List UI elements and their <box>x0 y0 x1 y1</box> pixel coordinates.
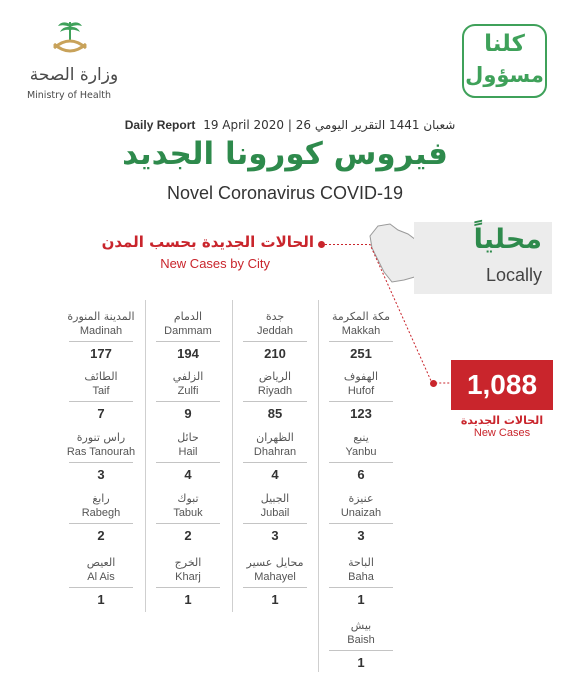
city-divider <box>329 401 393 402</box>
badge-line-2: مسؤول <box>465 63 544 87</box>
city-divider <box>156 341 220 342</box>
city-cell <box>232 492 318 543</box>
report-label-ar: التقرير اليومي <box>314 118 386 132</box>
city-name-ar: راس تنورة <box>76 431 126 444</box>
report-date-gregorian: 19 April 2020 <box>203 118 285 132</box>
city-cell <box>145 492 231 543</box>
city-divider <box>243 462 307 463</box>
city-name-en: Ras Tanourah <box>66 446 136 458</box>
city-case-count: 7 <box>97 406 105 421</box>
total-new-cases: 1,088 <box>451 360 553 410</box>
city-name-ar: الدمام <box>173 310 203 323</box>
city-cell <box>232 370 318 421</box>
city-cell <box>232 310 318 361</box>
city-case-count: 2 <box>97 528 105 543</box>
city-name-en: Riyadh <box>257 385 293 397</box>
city-case-count: 3 <box>97 467 105 482</box>
city-name-ar: بيش <box>350 619 372 632</box>
city-name-en: Taif <box>92 385 110 397</box>
city-name-ar: الظهران <box>256 431 294 444</box>
city-divider <box>243 401 307 402</box>
city-cell <box>232 556 318 607</box>
city-name-en: Madinah <box>79 325 123 337</box>
city-case-count: 3 <box>357 528 365 543</box>
city-cell <box>318 370 404 421</box>
page-title-ar: فيروس كورونا الجديد <box>122 136 448 172</box>
city-divider <box>69 587 133 588</box>
city-name-en: Mahayel <box>254 571 296 583</box>
total-label-en: New Cases <box>473 427 531 439</box>
badge-line-1: كلنا <box>484 31 525 57</box>
city-cell <box>58 431 144 482</box>
report-line: Daily Report 19 April 2020 | 26 شعبان 1441 التقرير اليومي <box>124 118 456 132</box>
city-divider <box>243 523 307 524</box>
city-cell <box>318 619 404 670</box>
city-cell <box>58 492 144 543</box>
city-case-count: 251 <box>350 346 372 361</box>
city-cell <box>318 492 404 543</box>
city-name-en: Zulfi <box>177 385 199 397</box>
city-divider <box>156 462 220 463</box>
city-cell <box>232 431 318 482</box>
city-name-ar: الطائف <box>84 370 118 383</box>
city-name-en: Dhahran <box>253 446 297 458</box>
city-name-en: Dammam <box>164 325 212 337</box>
city-cell <box>145 431 231 482</box>
city-case-count: 2 <box>184 528 192 543</box>
city-divider <box>69 523 133 524</box>
city-name-ar: الزلفي <box>172 370 204 383</box>
city-divider <box>329 523 393 524</box>
city-cell <box>58 556 144 607</box>
city-case-count: 210 <box>264 346 286 361</box>
city-case-count: 4 <box>271 467 279 482</box>
page-title-en: Novel Coronavirus COVID-19 <box>166 183 404 203</box>
city-cell <box>145 310 231 361</box>
city-cell <box>318 556 404 607</box>
city-case-count: 9 <box>184 406 192 421</box>
city-name-ar: العيص <box>86 556 116 569</box>
city-name-en: Hail <box>178 446 198 458</box>
city-name-ar: مكة المكرمة <box>331 310 391 323</box>
cities-heading-en: New Cases by City <box>160 256 270 271</box>
city-divider <box>156 587 220 588</box>
city-cell <box>318 310 404 361</box>
city-divider <box>243 341 307 342</box>
connector-dot <box>318 241 325 248</box>
ministry-emblem-icon <box>50 18 90 62</box>
city-name-en: Baha <box>348 571 374 583</box>
report-date-hijri: 26 شعبان 1441 <box>295 118 456 132</box>
city-case-count: 6 <box>357 467 365 482</box>
city-name-en: Yanbu <box>345 446 377 458</box>
city-case-count: 123 <box>350 406 372 421</box>
ministry-name-en: Ministry of Health <box>26 90 112 101</box>
city-name-en: Tabuk <box>173 507 203 519</box>
city-name-ar: حائل <box>177 431 199 444</box>
city-cell <box>58 370 144 421</box>
city-divider <box>329 650 393 651</box>
city-case-count: 1 <box>357 592 365 607</box>
city-cell <box>145 370 231 421</box>
city-divider <box>69 462 133 463</box>
city-name-en: Jeddah <box>256 325 294 337</box>
city-name-ar: الخرج <box>174 556 202 569</box>
city-name-ar: ينبع <box>353 431 369 444</box>
city-name-ar: المدينة المنورة <box>67 310 135 323</box>
city-case-count: 1 <box>271 592 279 607</box>
city-name-ar: الباحة <box>348 556 374 569</box>
city-case-count: 177 <box>90 346 112 361</box>
city-name-ar: تبوك <box>177 492 199 505</box>
city-case-count: 3 <box>271 528 279 543</box>
city-divider <box>329 462 393 463</box>
report-label-en: Daily Report <box>124 118 196 132</box>
locally-label-en: Locally <box>485 265 542 285</box>
city-name-en: Unaizah <box>340 507 382 519</box>
city-name-en: Makkah <box>341 325 381 337</box>
ministry-name-ar: وزارة الصحة <box>29 65 119 85</box>
city-name-ar: الهفوف <box>343 370 379 383</box>
city-name-en: Baish <box>347 634 375 646</box>
city-name-ar: محايل عسير <box>246 556 304 569</box>
locally-label-ar: محلياً <box>473 224 542 255</box>
city-name-ar: الجبيل <box>260 492 290 505</box>
city-case-count: 4 <box>184 467 192 482</box>
city-cell <box>145 556 231 607</box>
city-case-count: 1 <box>357 655 365 670</box>
city-name-en: Rabegh <box>81 507 121 519</box>
cities-heading-ar: الحالات الجديدة بحسب المدن <box>101 233 314 251</box>
city-name-ar: جدة <box>265 310 285 323</box>
city-name-ar: الرياض <box>258 370 292 383</box>
city-name-en: Kharj <box>175 571 201 583</box>
city-case-count: 194 <box>177 346 199 361</box>
campaign-badge <box>462 24 547 98</box>
city-name-ar: رابغ <box>92 492 110 505</box>
city-case-count: 1 <box>97 592 105 607</box>
city-cell <box>58 310 144 361</box>
city-divider <box>69 341 133 342</box>
city-name-en: Jubail <box>260 507 290 519</box>
total-connector-dot <box>430 380 437 387</box>
city-cell <box>318 431 404 482</box>
city-divider <box>156 523 220 524</box>
city-divider <box>329 587 393 588</box>
city-name-ar: عنيزة <box>348 492 374 505</box>
city-case-count: 85 <box>267 406 283 421</box>
city-divider <box>69 401 133 402</box>
city-case-count: 1 <box>184 592 192 607</box>
locally-panel <box>414 222 552 294</box>
total-label-ar: الحالات الجديدة <box>460 414 544 427</box>
city-divider <box>156 401 220 402</box>
city-name-en: Hufof <box>347 385 375 397</box>
city-name-en: Al Ais <box>87 571 115 583</box>
city-divider <box>329 341 393 342</box>
city-divider <box>243 587 307 588</box>
